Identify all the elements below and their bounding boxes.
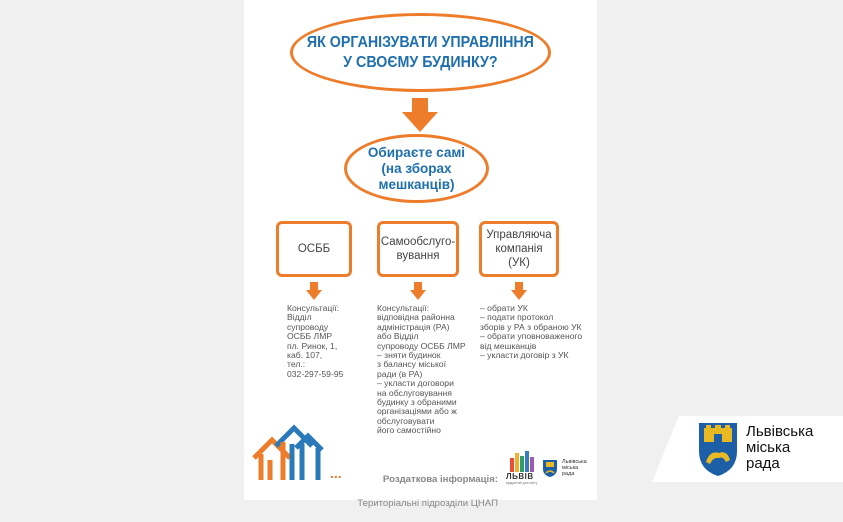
handout-info — [336, 462, 498, 522]
option-label-osbb: ОСББ — [297, 243, 331, 255]
handout-info-label: Роздаткова інформація: — [382, 474, 498, 485]
coat-of-arms-icon — [697, 420, 739, 478]
choice-ellipse — [344, 134, 489, 203]
houses-dots: ... — [330, 465, 342, 481]
option-box-self-service — [377, 221, 459, 277]
houses-logo-icon — [250, 424, 330, 486]
corner-brand — [652, 416, 843, 482]
note-management-company: – обрати УК – подати протокол зборів у РА з обраною УК – обрати уповноваженого від мешканців – укласти договір з УК — [480, 303, 583, 361]
option-box-osbb — [276, 221, 352, 277]
arrow-down-icon — [511, 282, 527, 300]
small-council-text: Львівська міська рада — [562, 459, 587, 477]
arrow-down-icon — [402, 98, 438, 132]
poster — [244, 0, 597, 509]
option-label-self-service: Самообслуго- вування — [380, 236, 456, 262]
option-label-management-company: Управляюча компанія (УК) — [486, 229, 552, 269]
choice-text: Обираєте самі (на зборах мешканців) — [367, 144, 466, 192]
title-ellipse — [290, 13, 551, 92]
diagram-title: ЯК ОРГАНІЗУВАТИ УПРАВЛІННЯ У СВОЄМУ БУДИНКУ? — [306, 33, 535, 71]
lviv-logo-subtext: відкритий для світу — [506, 481, 538, 485]
arrow-down-icon — [306, 282, 322, 300]
coat-of-arms-icon — [542, 458, 558, 478]
note-osbb: Консультації: Відділ супроводу ОСББ ЛМР пл. Ринок, 1, каб. 107, тел.: 032-297-59-95 — [287, 303, 344, 379]
arrow-down-icon — [410, 282, 426, 300]
lviv-city-logo-icon — [509, 450, 537, 472]
handout-info-value: Територіальні підрозділи ЦНАП — [357, 498, 498, 509]
option-box-management-company — [479, 221, 559, 277]
note-self-service: Консультації: відповідна районна адміністрація (РА) або Відділ супроводу ОСББ ЛМР – зняти будинок з балансу міської ради (в РА) – укласти договори на обслуговування будинку з обраними організаціями або ж обслуговувати його самостійно — [377, 303, 466, 436]
corner-brand-text: Львівська міська рада — [746, 423, 814, 472]
lviv-logo-text: ЛЬВІВ — [506, 472, 534, 481]
